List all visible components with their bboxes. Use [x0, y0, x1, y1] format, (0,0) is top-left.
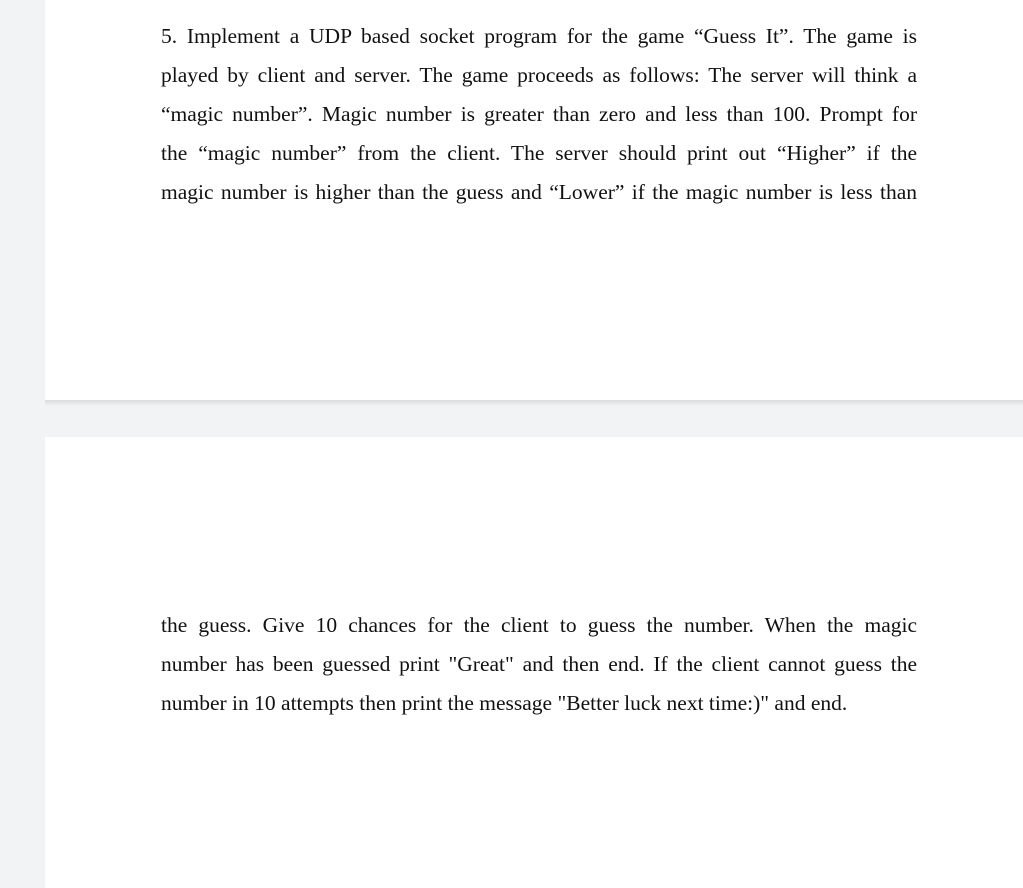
paragraph-line: magic number is higher than the guess and “Lower” if the magic number is less than — [161, 180, 917, 204]
paragraph-line: number in 10 attempts then print the message "Better luck next time:)" and end. — [161, 691, 848, 715]
document-page-2 — [45, 437, 1023, 888]
paragraph-line: number has been guessed print "Great" and then end. If the client cannot guess the — [161, 652, 917, 676]
paragraph-line: the “magic number” from the client. The server should print out “Higher” if the — [161, 141, 917, 165]
paragraph-line: played by client and server. The game proceeds as follows: The server will think a — [161, 63, 917, 87]
paragraph-line: the guess. Give 10 chances for the client to guess the number. When the magic — [161, 613, 917, 637]
paragraph-line: 5. Implement a UDP based socket program for the game “Guess It”. The game is — [161, 24, 917, 48]
paragraph-line: “magic number”. Magic number is greater than zero and less than 100. Prompt for — [161, 102, 917, 126]
document-page-1 — [45, 0, 1023, 400]
page-separator — [45, 400, 1023, 406]
